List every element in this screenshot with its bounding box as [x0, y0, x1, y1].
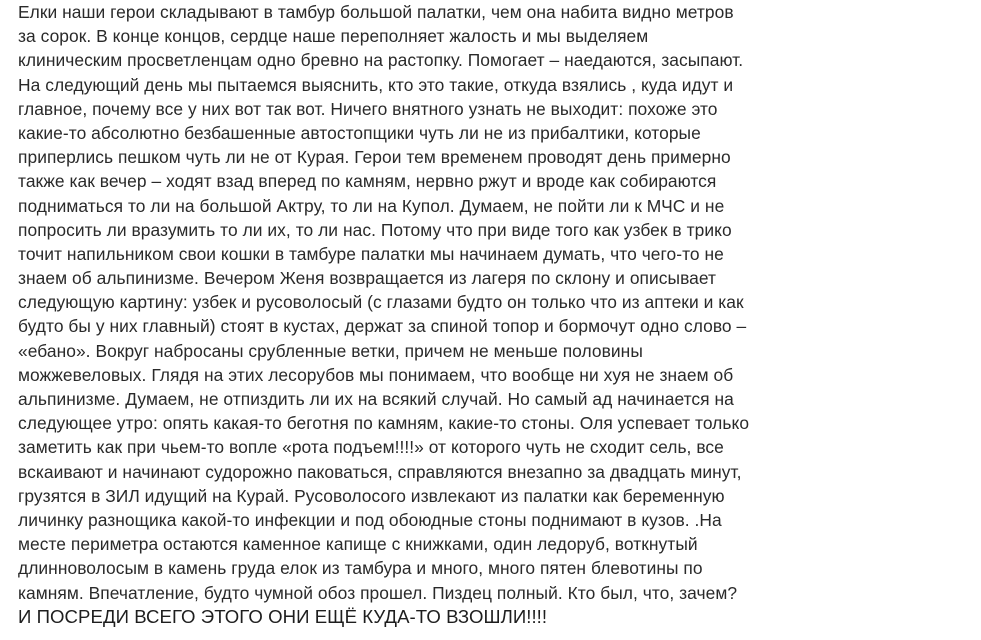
closing-line: И ПОСРЕДИ ВСЕГО ЭТОГО ОНИ ЕЩЁ КУДА-ТО ВЗОШЛИ!!!! [18, 605, 548, 627]
text-line-16: можжевеловых. Глядя на этих лесорубов мы понимаем, что вообще ни хуя не знаем об [18, 364, 734, 385]
text-line-14: будто бы у них главный) стоят в кустах, держат за спиной топор и бормочут одно слово – [18, 316, 747, 337]
text-line-24: длинноволосым в камень груда елок из тамбура и много, много пятен блевотины по [18, 558, 703, 579]
text-line-21: грузятся в ЗИЛ идущий на Курай. Русоволосого извлекают из палатки как беременную [18, 485, 725, 506]
text-line-25: камням. Впечатление, будто чумной обоз прошел. Пиздец полный. Кто был, что, зачем? [18, 582, 738, 603]
text-line-19: заметить как при чьем-то вопле «рота подъем!!!!» от которого чуть не сходит сель, все [18, 437, 724, 458]
text-line-17: альпинизме. Думаем, не отпиздить ли их на всякий случай. Но самый ад начинается на [18, 389, 734, 409]
text-line-11: точит напильником свои кошки в тамбуре палатки мы начинаем думать, что чего-то не [18, 243, 724, 264]
text-line-20: вскаивают и начинают судорожно паковаться, справляются внезапно за двадцать минут, [18, 461, 742, 482]
text-line-1: Елки наши герои складывают в тамбур большой палатки, чем она набита видно метров [18, 2, 734, 22]
text-line-22: личинку разнощика какой-то инфекции и под обоюдные стоны поднимают в кузов. .На [18, 509, 722, 530]
text-line-3: клиническим просветленцам одно бревно на растопку. Помогает – наедаются, засыпают. [18, 50, 744, 71]
text-line-6: какие-то абсолютно безбашенные автостопщики чуть ли не из прибалтики, которые [18, 122, 701, 143]
text-line-2: за сорок. В конце концов, сердце наше переполняет жалость и мы выделяем [18, 26, 649, 47]
text-line-13: следующую картину: узбек и русоволосый (с глазами будто он только что из аптеки и как [18, 292, 744, 313]
text-line-18: следующее утро: опять какая-то беготня по камням, какие-то стоны. Оля успевает только [18, 413, 750, 434]
text-line-23: месте периметра остаются каменное капище с книжками, один ледоруб, воткнутый [18, 534, 698, 555]
text-line-7: приперлись пешком чуть ли не от Курая. Герои тем временем проводят день примерно [18, 147, 731, 168]
text-line-5: главное, почему все у них вот так вот. Ничего внятного узнать не выходит: похоже это [18, 98, 718, 119]
text-line-12: знаем об альпинизме. Вечером Женя возвращается из лагеря по склону и описывает [18, 268, 717, 289]
text-block [18, 0, 968, 629]
text-line-15: «ебано». Вокруг набросаны срубленные ветки, причем не меньше половины [18, 340, 643, 361]
text-line-8: также как вечер – ходят взад вперед по камням, нервно ржут и вроде как собираются [18, 171, 717, 192]
text-line-10: попросить ли вразумить то ли их, то ли нас. Потому что при виде того как узбек в трико [18, 219, 732, 240]
text-line-4: На следующий день мы пытаемся выяснить, кто это такие, откуда взялись , куда идут и [18, 74, 734, 95]
text-line-9: подниматься то ли на большой Актру, то ли на Купол. Думаем, не пойти ли к МЧС и не [18, 195, 725, 216]
